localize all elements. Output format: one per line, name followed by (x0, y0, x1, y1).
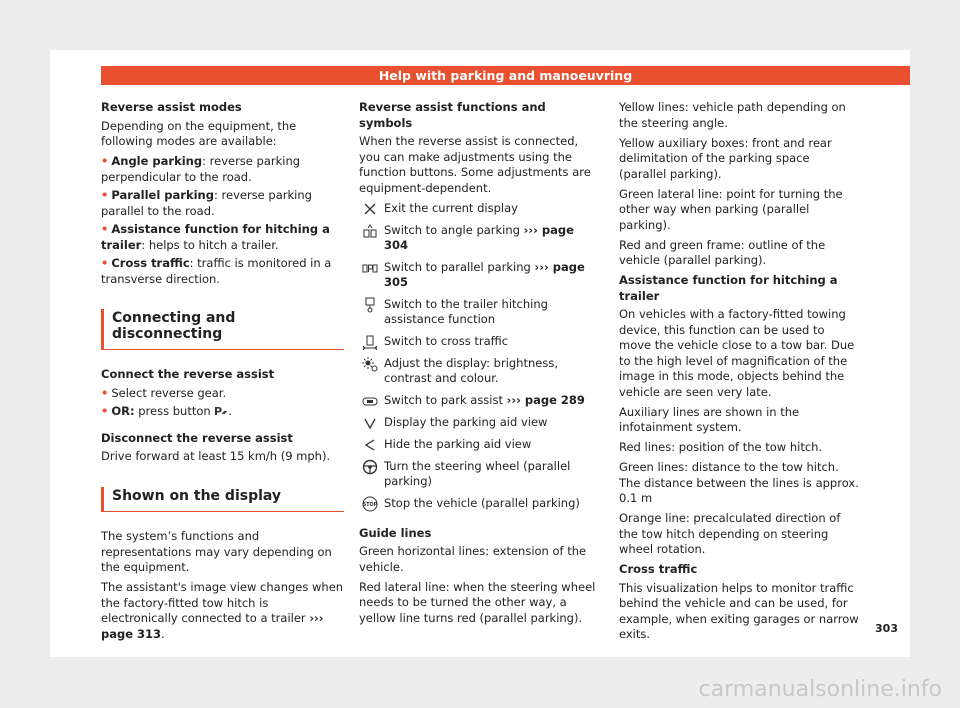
bullet-icon: • (101, 404, 109, 418)
paragraph: Red lines: position of the tow hitch. (619, 440, 823, 454)
paragraph: Green lateral line: point for turning the other way when parking (parallel parking). (619, 186, 843, 232)
heading-reverse-assist-modes: Reverse assist modes (101, 100, 242, 114)
cross-traffic-icon (359, 334, 381, 350)
angle-parking-icon (359, 223, 381, 239)
heading-cross-traffic: Cross traffic (619, 562, 698, 576)
list-item: • Angle parking: reverse parking perpendicular to the road. (101, 154, 301, 184)
bullet-icon: • (101, 256, 109, 270)
column-left (101, 100, 344, 647)
close-icon (359, 201, 381, 217)
stop-icon (359, 496, 381, 512)
symbol-row: Switch to angle parking ››› page 304 (359, 223, 596, 254)
symbol-row: Switch to the trailer hitching assistance function (359, 297, 596, 328)
list-item: • Assistance function for hitching a trailer: helps to hitch a trailer. (101, 222, 330, 252)
list-item: • Parallel parking: reverse parking parallel to the road. (101, 188, 312, 218)
paragraph: Green horizontal lines: extension of the vehicle. (359, 544, 587, 574)
list-item: • OR: press button P . (101, 404, 232, 418)
steering-wheel-icon (359, 459, 381, 475)
bullet-icon: • (101, 385, 109, 400)
bullet-icon: • (101, 154, 109, 168)
paragraph: Yellow lines: vehicle path depending on the steering angle. (619, 100, 846, 130)
park-button-icon (214, 404, 228, 418)
show-view-icon (359, 415, 381, 431)
heading-connect: Connect the reverse assist (101, 367, 275, 381)
watermark: carmanualsonline.info (698, 677, 942, 702)
parallel-parking-icon (359, 260, 381, 276)
page-number: 303 (875, 622, 898, 635)
heading-functions-symbols: Reverse assist functions and symbols (359, 100, 546, 130)
heading-guide-lines: Guide lines (359, 525, 432, 540)
paragraph: On vehicles with a factory-fitted towing device, this function can be used to move the vehicle close to a tow bar. Due to the high level of magnification of the image in this mode, objects behind the vehicle are seen very late. (619, 307, 855, 399)
page-header: Help with parking and manoeuvring (101, 66, 910, 85)
paragraph: The system’s functions and representations may vary depending on the equipment. (101, 529, 332, 574)
page-reference-link[interactable]: ››› page 313 (101, 611, 324, 641)
hide-view-icon (359, 437, 381, 453)
symbol-row: Switch to park assist ››› page 289 (359, 393, 596, 409)
svg-text:P: P (214, 405, 223, 416)
symbol-row: Exit the current display (359, 201, 596, 217)
paragraph: Drive forward at least 15 km/h (9 mph). (101, 449, 331, 463)
symbol-row: STOP Stop the vehicle (parallel parking) (359, 496, 596, 512)
paragraph: Green lines: distance to the tow hitch. The distance between the lines is approx. 0.1 m (619, 460, 859, 505)
paragraph: Red lateral line: when the steering wheel needs to be turned the other way, a yellow line turns red (parallel parking). (359, 579, 596, 625)
trailer-hitch-icon (359, 297, 381, 313)
paragraph: Depending on the equipment, the following modes are available: (101, 118, 297, 148)
symbol-row: Switch to parallel parking ››› page 305 (359, 260, 596, 291)
symbol-row: Adjust the display: brightness, contrast and colour. (359, 356, 596, 387)
paragraph: This visualization helps to monitor traffic behind the vehicle and can be used, for example, when exiting garages or narrow exits. (619, 580, 859, 641)
paragraph: When the reverse assist is connected, you can make adjustments using the function buttons. Some adjustments are equipment-dependent. (359, 134, 591, 195)
symbol-row: Display the parking aid view (359, 415, 596, 431)
section-heading-connecting: Connecting and disconnecting (101, 309, 344, 350)
page-reference-link[interactable]: ››› page 289 (506, 392, 585, 407)
paragraph: Yellow auxiliary boxes: front and rear delimitation of the parking space (parallel parking). (619, 135, 832, 181)
paragraph: The assistant's image view changes when the factory-fitted tow hitch is electronically connected to a trailer ››› page 313. (101, 580, 344, 641)
symbol-row: Switch to cross traffic (359, 334, 596, 350)
paragraph: Red and green frame: outline of the vehicle (parallel parking). (619, 237, 826, 267)
svg-text:STOP: STOP (362, 502, 378, 508)
bullet-icon: • (101, 222, 109, 236)
heading-trailer: Assistance function for hitching a trailer (619, 273, 838, 303)
section-heading-display: Shown on the display (101, 487, 344, 513)
page-reference-link[interactable]: ››› page 304 (384, 222, 574, 252)
manual-page (50, 50, 910, 657)
page-reference-link[interactable]: ››› page 305 (384, 259, 585, 289)
list-item: • Select reverse gear. (101, 385, 227, 400)
heading-disconnect: Disconnect the reverse assist (101, 430, 293, 445)
symbol-row: Turn the steering wheel (parallel parking) (359, 459, 596, 490)
paragraph: Orange line: precalculated direction of the tow hitch depending on steering wheel rotation. (619, 511, 841, 556)
symbol-row: Hide the parking aid view (359, 437, 596, 453)
park-assist-icon (359, 393, 381, 409)
bullet-icon: • (101, 188, 109, 202)
paragraph: Auxiliary lines are shown in the infotainment system. (619, 404, 800, 434)
brightness-icon (359, 356, 381, 372)
column-middle (359, 100, 596, 631)
list-item: • Cross traffic: traffic is monitored in a transverse direction. (101, 256, 332, 286)
column-right (619, 100, 859, 647)
